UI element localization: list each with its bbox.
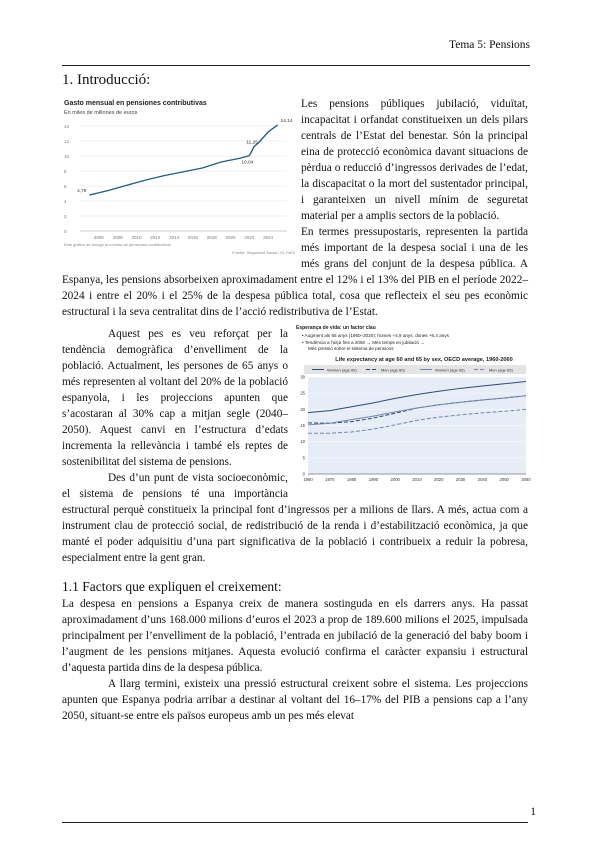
paragraph: La despesa en pensions a Espanya creix de manera sostinguda en els darrers anys. Ha passat aproximadament d’uns 168.000 milions d’euros el 2023 a prop de 189.600 milions el 2025, impulsada principalment per l’envelliment de la població, l’entrada en jubilació de la generació del baby boom i l’augment de les pensions mitjanes. Aquesta evolució confirma el caràcter expansiu i estructural d’aquesta partida dins de la despesa pública. [62, 598, 528, 674]
chart-subtitle: En miles de millones de euros [64, 110, 138, 116]
data-label: 14,14 [280, 118, 293, 124]
x-tick-label: 2012 [150, 235, 161, 240]
data-label: 10,04 [241, 160, 254, 166]
y-tick-label: 2 [64, 214, 67, 219]
x-tick-label: 2010 [412, 477, 422, 482]
x-tick-label: 2020 [225, 235, 236, 240]
x-tick-label: 2060 [521, 477, 531, 482]
data-label: 4,79 [77, 189, 87, 195]
box-title: Esperança de vida: un factor clau [296, 325, 376, 331]
x-tick-label: 1990 [368, 477, 379, 482]
chart-footnote: Este gráfico se recoge la nómina de pensiones contributivas [64, 242, 171, 247]
x-tick-label: 2016 [187, 235, 198, 240]
y-tick-label: 6 [64, 184, 67, 189]
x-tick-label: 2018 [206, 235, 217, 240]
subsection-heading: 1.1 Factors que expliquen el creixement: [62, 579, 282, 594]
document-body [62, 70, 531, 724]
bullet-item: • Tendència a l’alça fins a 2060 → Més temps en jubilació → [302, 340, 425, 345]
header-title: Tema 5: Pensions [449, 39, 530, 51]
x-tick-label: 1960 [303, 477, 313, 482]
x-tick-label: 2010 [131, 235, 142, 240]
x-tick-label: 2020 [434, 477, 444, 482]
paragraph: Aquest pes es veu reforçat per la tendència demogràfica d’envelliment de la població. Actualment, les persones de 65 anys o més representen al voltant del 20% de la població espanyola, i les projeccions apunten que s’acostaran al 30% cap a mitjan segle (2040–2050). Aquest canvi en l’estructura d’edats incrementa la rellevància i també els reptes de sostenibilitat del sistema de pensions. [62, 328, 288, 468]
data-label: 11,25 [246, 140, 258, 146]
legend-label: Women (age 65) [435, 367, 465, 373]
paragraph: A llarg termini, existeix una pressió estructural creixent sobre el sistema. Les projeccions apunten que Espanya podria arribar a destinar al voltant del 16–17% del PIB a pensions cap a l’any 2050, situant-se entre els països europeus amb un pes més elevat [62, 678, 528, 722]
legend-label: Men (age 60) [381, 367, 405, 373]
pension-spending-chart [62, 96, 297, 256]
y-tick-label: 20 [300, 406, 305, 412]
x-tick-label: 2050 [499, 477, 509, 482]
y-tick-label: 15 [300, 423, 305, 428]
chart-title: Life expectancy at age 60 and 65 by sex, OECD average, 1960-2060 [335, 357, 513, 363]
page-header [62, 37, 530, 66]
y-tick-label: 5 [302, 455, 305, 461]
y-tick-label: 8 [64, 169, 67, 174]
y-tick-label: 12 [64, 139, 70, 144]
bullet-item: • Augment als 65 anys (1960–2020): homes +4,9 anys; dones +6,4 anys [302, 333, 449, 338]
life-expectancy-chart [294, 322, 531, 487]
x-tick-label: 2030 [455, 477, 466, 482]
page-number: 1 [530, 806, 536, 818]
y-tick-label: 30 [300, 374, 305, 380]
x-tick-label: 2024 [263, 235, 274, 240]
legend-label: Women (age 60) [327, 367, 357, 373]
x-tick-label: 2040 [477, 477, 488, 482]
x-tick-label: 2000 [390, 477, 400, 482]
page-footer [62, 806, 536, 823]
x-tick-label: 2022 [244, 235, 255, 240]
y-tick-label: 10 [300, 439, 305, 445]
x-tick-label: 2014 [169, 235, 180, 240]
section-heading: 1. Introducció: [62, 72, 151, 88]
paragraph: Des d’un punt de vista socioeconòmic, el sistema de pensions té una importància estructural perquè constitueix la principal font d’ingressos per a milions de llars. A més, actua com a instrument clau de protecció social, de redistribució de la renda i d’estabilització econòmica, ja que manté el poder adquisitiu d’una part significativa de la població i contribueix a reduir la pobresa, especialment entre la gent gran. [62, 472, 528, 564]
paragraph: En termes pressupostaris, representen la partida més important de la despesa social i una de les més grans del conjunt de la despesa pública. A Espanya, les pensions absorbeixen aproximadament entre el 12% i el 13% del PIB en el període 2022–2024 i entre el 20% i el 25% de la despesa pública total, cosa que reflecteix el seu pes econòmic estructural i la seva centralitat dins de l’acció redistributiva de l’Estat. [62, 226, 528, 318]
y-tick-label: 0 [302, 471, 305, 477]
y-tick-label: 10 [64, 154, 70, 159]
y-tick-label: 0 [64, 229, 67, 234]
x-tick-label: 1980 [346, 477, 357, 482]
paragraph: Les pensions públiques jubilació, viduïtat, incapacitat i orfandat constitueixen un dels pilars centrals de l’Estat del benestar. Són la principal eina de protecció econòmica davant situacions de pèrdua o reducció d’ingressos derivades de l’edat, la discapacitat o la mort del sustentador principal, i garanteixen un nivell mínim de seguretat material per a amplis sectors de la població. [301, 98, 528, 222]
chart-title: Gasto mensual en pensiones contributivas [64, 100, 207, 107]
legend-label: Men (age 65) [489, 367, 513, 373]
y-tick-label: 14 [64, 124, 70, 129]
chart-source: Fuente: Seguridad Social / EL PAÍS [232, 250, 295, 255]
bullet-item-cont: Més pressió sobre el sistema de pensions [308, 346, 394, 351]
y-tick-label: 4 [64, 199, 67, 204]
y-tick-label: 25 [300, 390, 305, 396]
x-tick-label: 2008 [112, 235, 123, 240]
x-tick-label: 2006 [93, 235, 104, 240]
x-tick-label: 1970 [325, 477, 335, 482]
